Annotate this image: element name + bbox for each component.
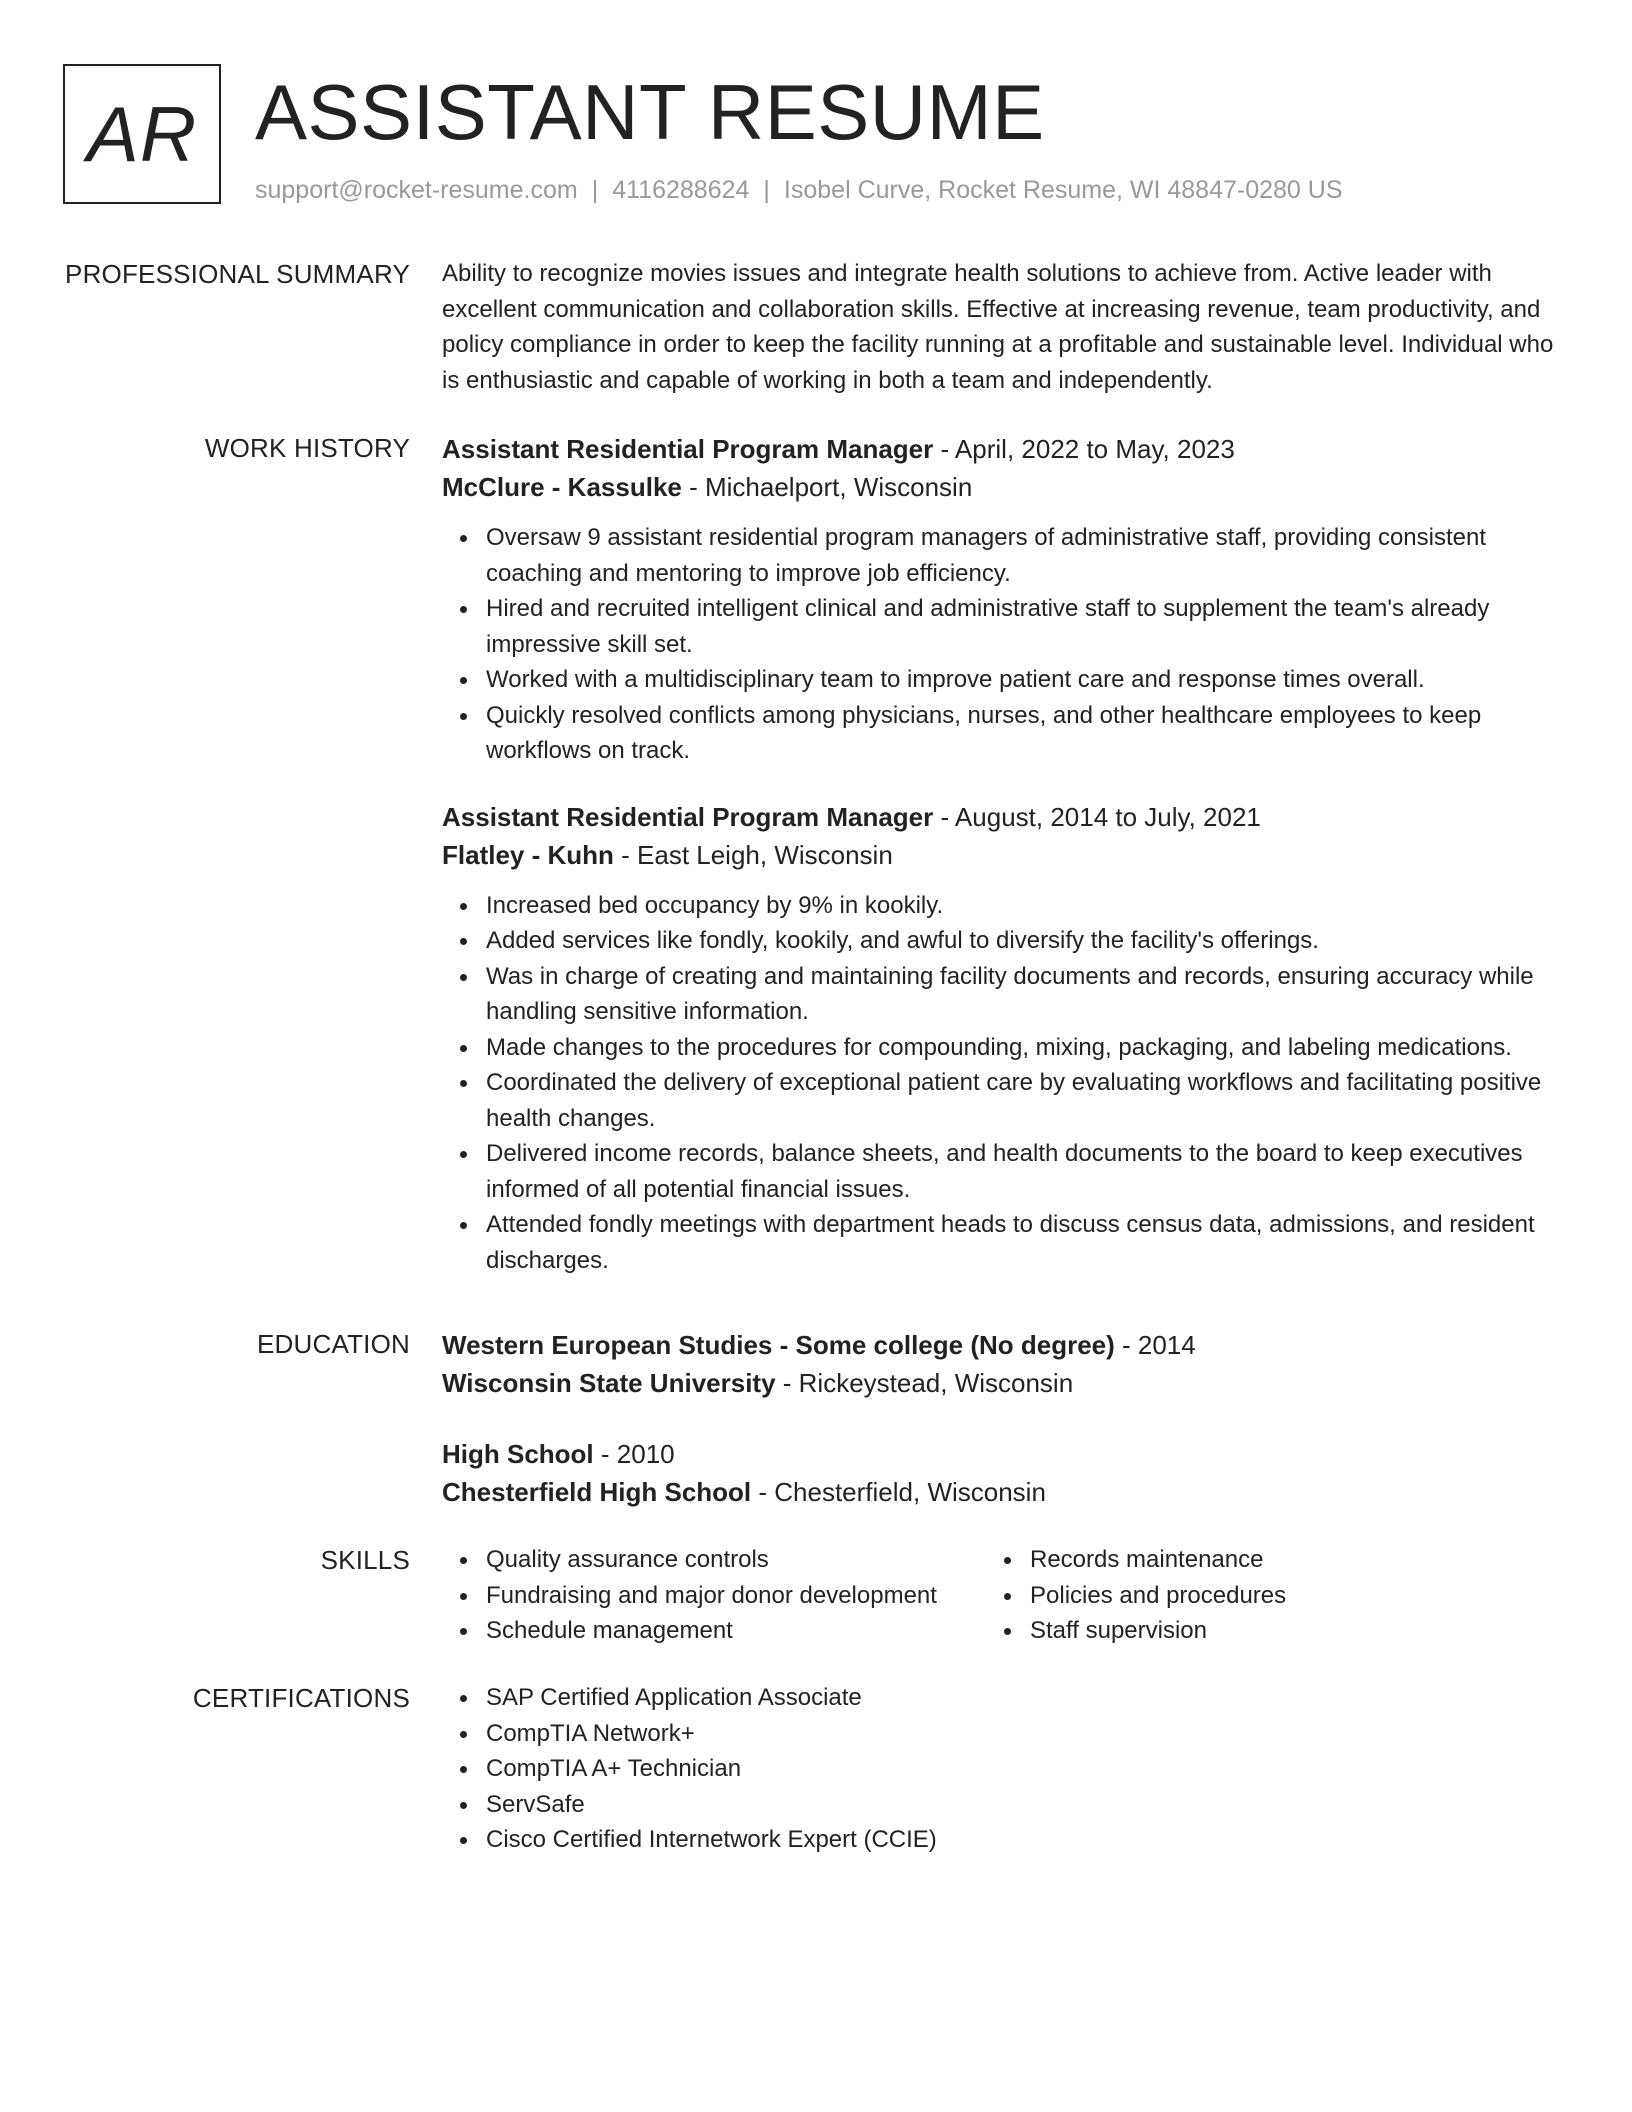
list-item: Oversaw 9 assistant residential program managers of administrative staff, providing consistent coaching and mentoring to improve job efficiency. — [486, 520, 1554, 591]
job-dates: - April, 2022 to May, 2023 — [933, 434, 1235, 464]
summary-content — [442, 256, 1554, 398]
skills-list — [442, 1542, 986, 1649]
work-history-content — [442, 430, 1554, 1278]
list-item: Attended fondly meetings with department heads to discuss census data, admissions, and resident discharges. — [486, 1207, 1554, 1278]
list-item: Added services like fondly, kookily, and awful to diversify the facility's offerings. — [486, 923, 1554, 959]
section-label-education: EDUCATION — [257, 1329, 410, 1359]
contact-line — [255, 174, 1343, 206]
job-title: Assistant Residential Program Manager — [442, 434, 934, 464]
job-employer-line — [442, 836, 1554, 874]
list-item: Worked with a multidisciplinary team to improve patient care and response times overall. — [486, 662, 1554, 698]
certifications-content — [442, 1680, 1554, 1858]
contact-separator: | — [591, 176, 599, 204]
list-item: Made changes to the procedures for compounding, mixing, packaging, and labeling medications. — [486, 1030, 1554, 1066]
list-item: SAP Certified Application Associate — [486, 1680, 1554, 1716]
list-item: CompTIA A+ Technician — [486, 1751, 1554, 1787]
contact-phone[interactable]: 4116288624 — [612, 176, 750, 204]
education-school: Wisconsin State University — [442, 1368, 776, 1398]
education-school-line — [442, 1473, 1554, 1511]
resume-title: ASSISTANT RESUME — [255, 68, 1045, 156]
education-year: - 2010 — [593, 1439, 675, 1469]
contact-separator: | — [763, 176, 770, 204]
list-item: Policies and procedures — [1030, 1578, 1286, 1614]
list-item: Delivered income records, balance sheets, and health documents to the board to keep executives informed of all potential financial issues. — [486, 1136, 1554, 1207]
contact-address: Isobel Curve, Rocket Resume, WI 48847-0280 US — [783, 176, 1343, 204]
education-entry — [442, 1326, 1554, 1402]
job-company: Flatley - Kuhn — [442, 839, 614, 870]
education-school-line — [442, 1364, 1554, 1402]
education-content — [442, 1326, 1554, 1511]
list-item: Fundraising and major donor development — [486, 1578, 986, 1614]
education-degree: High School — [442, 1439, 594, 1469]
summary-text: Ability to recognize movies issues and integrate health solutions to achieve from. Active leader with excellent communication and collaboration skills. Effective at increasing revenue, team productivity, and policy compliance in order to keep the facility running at a profitable and sustainable level. Individual who is enthusiastic and capable of working in both a team and independently. — [442, 260, 1554, 394]
job-entry — [442, 430, 1554, 769]
list-item: Staff supervision — [1030, 1613, 1286, 1649]
resume-header — [63, 64, 1572, 214]
education-year: - 2014 — [1114, 1330, 1196, 1360]
job-title: Assistant Residential Program Manager — [442, 801, 934, 832]
section-label-summary: PROFESSIONAL SUMMARY — [65, 259, 410, 289]
list-item: Increased bed occupancy by 9% in kookily. — [486, 888, 1554, 924]
section-label-certifications: CERTIFICATIONS — [192, 1683, 410, 1713]
list-item: Quality assurance controls — [486, 1542, 986, 1578]
job-location: - Michaelport, Wisconsin — [681, 472, 973, 502]
job-dates: - August, 2014 to July, 2021 — [933, 801, 1261, 832]
education-degree: Western European Studies - Some college (No degree) — [442, 1330, 1115, 1360]
section-label-skills: SKILLS — [320, 1545, 410, 1575]
list-item: Was in charge of creating and maintaining facility documents and records, ensuring accuracy while handling sensitive information. — [486, 959, 1554, 1030]
education-location: - Chesterfield, Wisconsin — [751, 1477, 1046, 1507]
education-degree-line — [442, 1326, 1554, 1364]
list-item: Records maintenance — [1030, 1542, 1286, 1578]
monogram-logo: AR — [63, 64, 221, 204]
job-title-line — [442, 430, 1554, 468]
job-company: McClure - Kassulke — [442, 472, 682, 502]
skills-column — [986, 1542, 1286, 1649]
job-employer-line — [442, 468, 1554, 506]
contact-email[interactable]: support@rocket-resume.com — [255, 176, 578, 204]
job-entry — [442, 798, 1554, 1279]
list-item: Quickly resolved conflicts among physicians, nurses, and other healthcare employees to keep workflows on track. — [486, 698, 1554, 769]
education-location: - Rickeystead, Wisconsin — [775, 1368, 1074, 1398]
job-duties-list — [442, 888, 1554, 1279]
list-item: ServSafe — [486, 1787, 1554, 1823]
skills-content — [442, 1542, 1554, 1649]
list-item: Hired and recruited intelligent clinical and administrative staff to supplement the team's already impressive skill set. — [486, 591, 1554, 662]
job-title-line — [442, 798, 1554, 836]
list-item: Coordinated the delivery of exceptional patient care by evaluating workflows and facilitating positive health changes. — [486, 1065, 1554, 1136]
education-school: Chesterfield High School — [442, 1477, 752, 1507]
section-label-work-history: WORK HISTORY — [204, 433, 410, 463]
job-location: - East Leigh, Wisconsin — [613, 839, 893, 870]
list-item: CompTIA Network+ — [486, 1716, 1554, 1752]
skills-column — [442, 1542, 986, 1649]
skills-list — [986, 1542, 1286, 1649]
list-item: Cisco Certified Internetwork Expert (CCIE) — [486, 1822, 1554, 1858]
job-duties-list — [442, 520, 1554, 769]
education-degree-line — [442, 1435, 1554, 1473]
list-item: Schedule management — [486, 1613, 986, 1649]
education-entry — [442, 1435, 1554, 1511]
certifications-list — [442, 1680, 1554, 1858]
